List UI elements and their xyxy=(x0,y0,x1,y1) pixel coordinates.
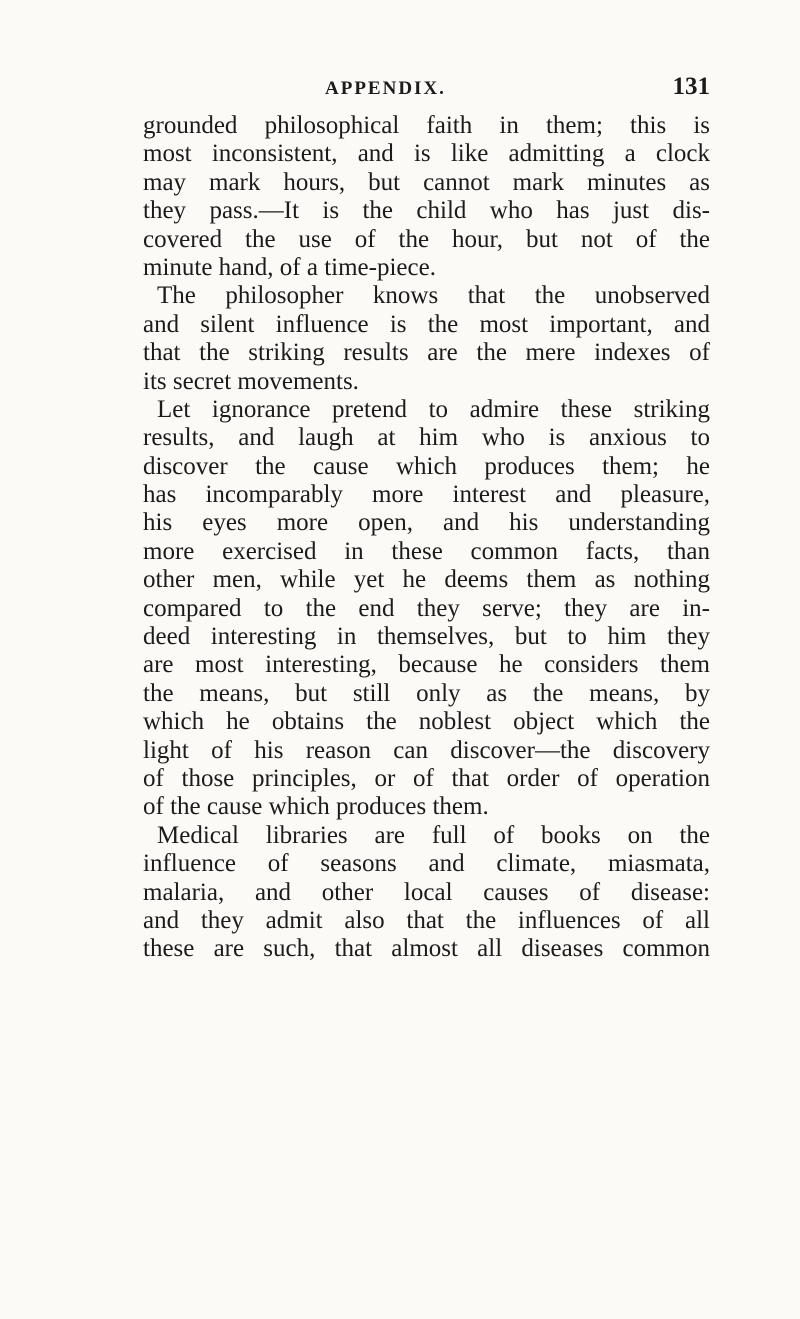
text-line: they pass.—It is the child who has just dis- xyxy=(143,197,710,225)
text-line: the means, but still only as the means, by xyxy=(143,679,710,707)
text-line: deed interesting in themselves, but to him they xyxy=(143,623,710,651)
text-line: may mark hours, but cannot mark minutes as xyxy=(143,168,710,196)
text-line: and silent influence is the most important, and xyxy=(143,310,710,338)
text-line: covered the use of the hour, but not of the xyxy=(143,225,710,253)
text-line: discover the cause which produces them; he xyxy=(143,452,710,480)
text-line: of those principles, or of that order of operation xyxy=(143,764,710,792)
text-line: has incomparably more interest and pleasure, xyxy=(143,481,710,509)
text-line: grounded philosophical faith in them; this is xyxy=(143,112,710,139)
text-line: compared to the end they serve; they are in- xyxy=(143,594,710,622)
text-line: results, and laugh at him who is anxious to xyxy=(143,424,710,452)
text-line: other men, while yet he deems them as nothing xyxy=(143,566,710,594)
text-line: The philosopher knows that the unobserved xyxy=(157,282,710,310)
text-line: influence of seasons and climate, miasmata, xyxy=(143,850,710,878)
text-line: its secret movements. xyxy=(143,367,359,395)
text-line: his eyes more open, and his understanding xyxy=(143,509,710,537)
text-line: most inconsistent, and is like admitting a clock xyxy=(143,140,710,168)
text-line: minute hand, of a time-piece. xyxy=(143,253,436,281)
text-line: that the striking results are the mere indexes of xyxy=(143,339,710,367)
running-head xyxy=(143,70,710,104)
text-line: more exercised in these common facts, than xyxy=(143,537,710,565)
text-line: of the cause which produces them. xyxy=(143,793,489,821)
text-line: Medical libraries are full of books on the xyxy=(157,821,710,849)
text-line: are most interesting, because he considers them xyxy=(143,651,710,679)
body-text xyxy=(143,112,710,964)
text-line: which he obtains the noblest object which the xyxy=(143,708,710,736)
text-line: and they admit also that the influences of all xyxy=(143,906,710,934)
page-number: 131 xyxy=(672,73,710,100)
text-line: malaria, and other local causes of disease: xyxy=(143,878,710,906)
text-line: light of his reason can discover—the discovery xyxy=(143,736,710,764)
text-line: Let ignorance pretend to admire these striking xyxy=(157,395,710,423)
running-title: APPENDIX. xyxy=(325,78,446,99)
text-line: these are such, that almost all diseases common xyxy=(143,935,710,963)
